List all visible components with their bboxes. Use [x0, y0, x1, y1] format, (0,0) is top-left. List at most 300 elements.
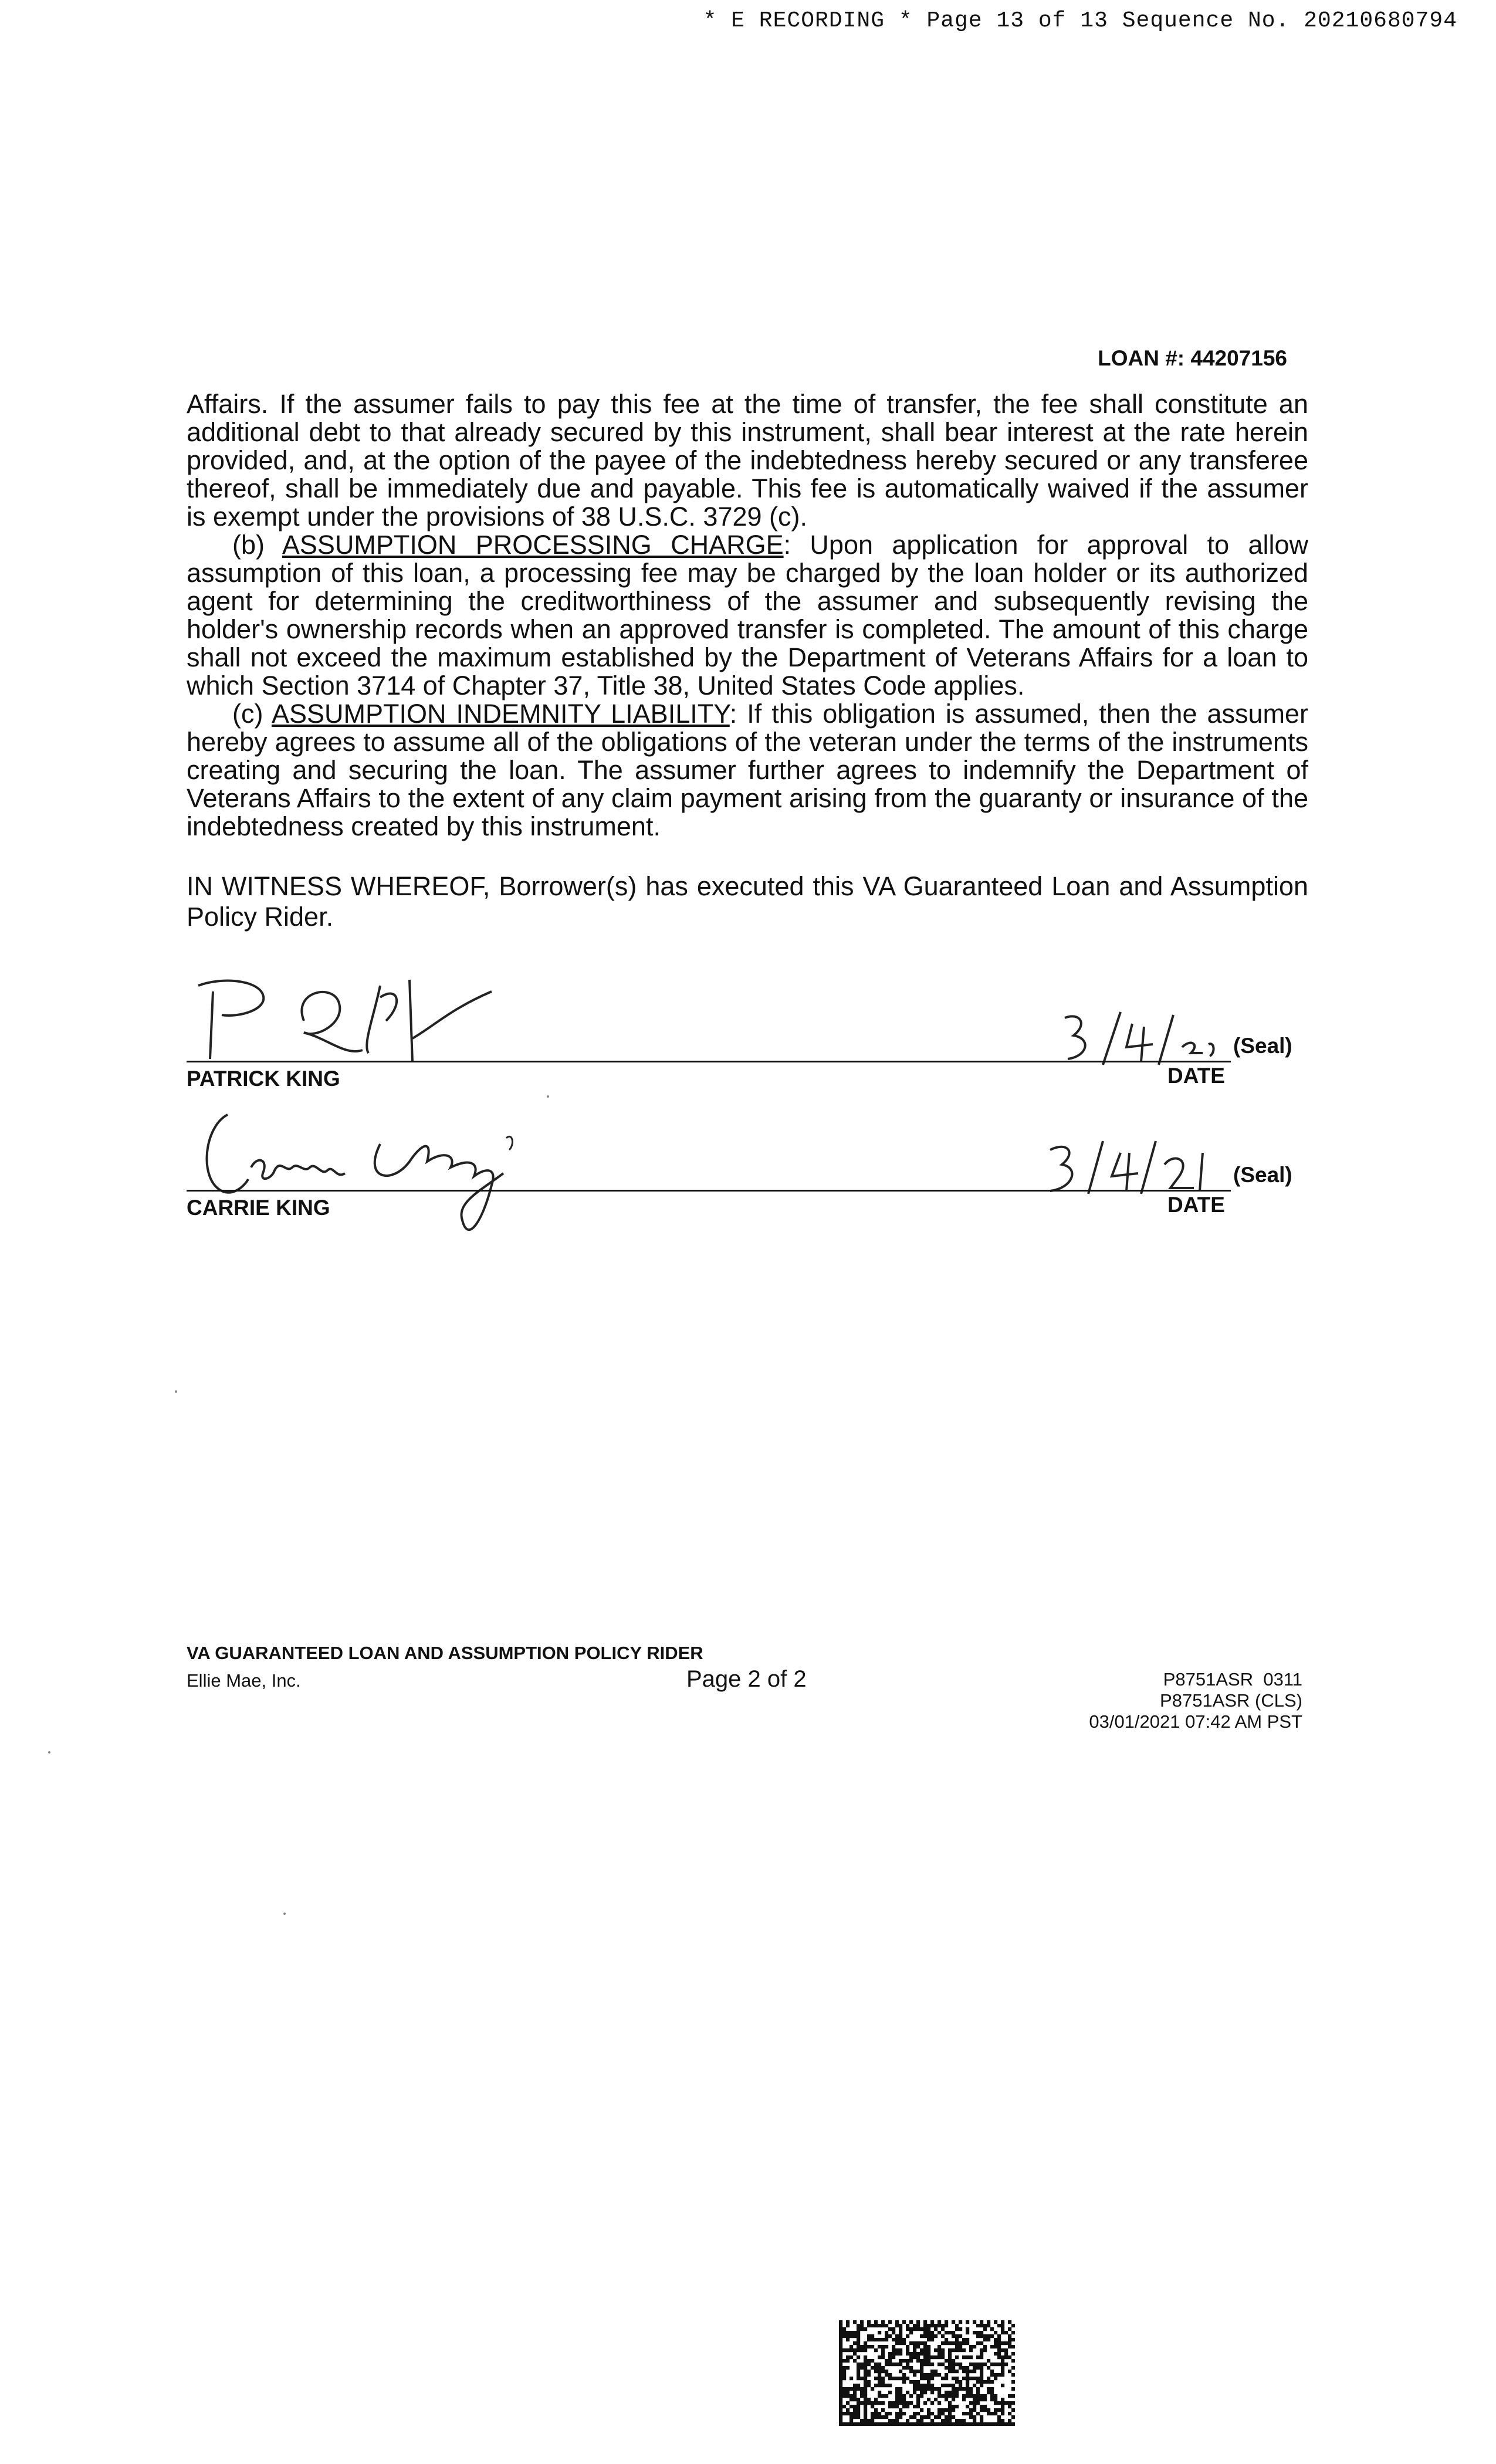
- barcode-module: [990, 2370, 994, 2373]
- scan-speck: [547, 1095, 549, 1098]
- barcode-module: [987, 2338, 990, 2341]
- barcode-module: [913, 2380, 916, 2384]
- barcode-module: [913, 2391, 916, 2394]
- barcode-module: [937, 2422, 941, 2426]
- recording-header: * E RECORDING * Page 13 of 13 Sequence No. 20210680794: [703, 8, 1457, 33]
- barcode-module: [962, 2366, 966, 2370]
- barcode-module: [997, 2352, 1001, 2355]
- barcode-module: [983, 2324, 987, 2327]
- barcode-module: [969, 2345, 973, 2348]
- barcode-module: [948, 2355, 952, 2359]
- barcode-module: [927, 2359, 930, 2363]
- barcode-module: [937, 2345, 941, 2348]
- barcode-module: [857, 2338, 860, 2341]
- barcode-module: [867, 2422, 871, 2426]
- patrick-king-date-label: DATE: [1167, 1064, 1225, 1088]
- scan-speck: [48, 1751, 50, 1754]
- barcode-module: [927, 2348, 930, 2352]
- barcode-module: [909, 2355, 913, 2359]
- barcode-module: [1001, 2384, 1004, 2387]
- barcode-module: [955, 2387, 959, 2391]
- barcode-module: [839, 2324, 842, 2327]
- barcode-module: [881, 2352, 885, 2355]
- barcode-module: [846, 2394, 849, 2398]
- barcode-module: [878, 2338, 881, 2341]
- barcode-module: [888, 2363, 892, 2366]
- barcode-module: [994, 2338, 997, 2341]
- barcode-module: [867, 2334, 871, 2338]
- barcode-module: [980, 2398, 983, 2401]
- barcode-module: [945, 2408, 948, 2412]
- barcode-module: [930, 2422, 934, 2426]
- barcode-module: [846, 2355, 849, 2359]
- barcode-module: [864, 2387, 867, 2391]
- barcode-module: [990, 2363, 994, 2366]
- barcode-module: [906, 2422, 909, 2426]
- barcode-module: [871, 2422, 874, 2426]
- barcode-module: [973, 2345, 976, 2348]
- barcode-module: [864, 2384, 867, 2387]
- barcode-module: [952, 2415, 955, 2419]
- barcode-module: [976, 2412, 980, 2415]
- barcode-module: [934, 2327, 937, 2331]
- barcode-module: [955, 2394, 959, 2398]
- form-timestamp: 03/01/2021 07:42 AM PST: [1089, 1711, 1302, 1732]
- barcode-module: [853, 2320, 857, 2324]
- barcode-module: [983, 2348, 987, 2352]
- barcode-module: [909, 2366, 913, 2370]
- barcode-module: [937, 2394, 941, 2398]
- barcode-module: [920, 2352, 923, 2355]
- barcode-module: [871, 2419, 874, 2422]
- barcode-module: [920, 2348, 923, 2352]
- barcode-module: [906, 2401, 909, 2405]
- barcode-module: [1001, 2348, 1004, 2352]
- barcode-module: [952, 2408, 955, 2412]
- barcode-module: [846, 2334, 849, 2338]
- barcode-module: [937, 2387, 941, 2391]
- barcode-module: [878, 2394, 881, 2398]
- barcode-module: [966, 2373, 969, 2377]
- barcode-module: [927, 2334, 930, 2338]
- barcode-module: [860, 2366, 864, 2370]
- barcode-module: [857, 2415, 860, 2419]
- barcode-module: [980, 2419, 983, 2422]
- barcode-module: [1011, 2408, 1015, 2412]
- form-title: VA GUARANTEED LOAN AND ASSUMPTION POLICY RIDER: [187, 1643, 703, 1663]
- barcode-module: [930, 2320, 934, 2324]
- barcode-module: [849, 2355, 853, 2359]
- barcode-module: [867, 2324, 871, 2327]
- barcode-module: [881, 2377, 885, 2380]
- barcode-module: [966, 2341, 969, 2345]
- barcode-module: [994, 2412, 997, 2415]
- barcode-module: [980, 2408, 983, 2412]
- barcode-module: [937, 2320, 941, 2324]
- barcode-module: [871, 2366, 874, 2370]
- barcode-module: [867, 2363, 871, 2366]
- barcode-module: [955, 2391, 959, 2394]
- barcode-module: [997, 2419, 1001, 2422]
- barcode-module: [948, 2422, 952, 2426]
- page-indicator: Page 2 of 2: [686, 1666, 807, 1692]
- barcode-module: [920, 2370, 923, 2373]
- barcode-module: [952, 2341, 955, 2345]
- barcode-module: [849, 2334, 853, 2338]
- barcode-module: [1011, 2345, 1015, 2348]
- barcode-module: [994, 2352, 997, 2355]
- barcode-module: [864, 2419, 867, 2422]
- scan-speck: [283, 1913, 286, 1915]
- barcode-module: [959, 2320, 962, 2324]
- barcode-module: [955, 2341, 959, 2345]
- barcode-module: [1011, 2338, 1015, 2341]
- barcode-module: [885, 2334, 888, 2338]
- barcode-module: [871, 2412, 874, 2415]
- barcode-module: [892, 2405, 895, 2408]
- barcode-module: [987, 2320, 990, 2324]
- barcode-module: [849, 2348, 853, 2352]
- barcode-module: [948, 2348, 952, 2352]
- barcode-module: [923, 2401, 927, 2405]
- barcode-module: [973, 2363, 976, 2366]
- barcode-module: [937, 2324, 941, 2327]
- barcode-module: [853, 2359, 857, 2363]
- barcode-module: [846, 2391, 849, 2394]
- barcode-module: [885, 2394, 888, 2398]
- barcode-module: [906, 2348, 909, 2352]
- barcode-module: [980, 2352, 983, 2355]
- barcode-module: [980, 2380, 983, 2384]
- barcode-module: [994, 2377, 997, 2380]
- barcode-module: [916, 2341, 920, 2345]
- barcode-module: [955, 2355, 959, 2359]
- barcode-module: [994, 2345, 997, 2348]
- barcode-module: [857, 2401, 860, 2405]
- barcode-module: [839, 2384, 842, 2387]
- barcode-module: [948, 2366, 952, 2370]
- barcode-module: [892, 2345, 895, 2348]
- barcode-module: [948, 2331, 952, 2334]
- barcode-module: [980, 2422, 983, 2426]
- barcode-module: [849, 2394, 853, 2398]
- barcode-module: [976, 2334, 980, 2338]
- barcode-module: [860, 2387, 864, 2391]
- barcode-module: [846, 2331, 849, 2334]
- barcode-module: [973, 2370, 976, 2373]
- barcode-module: [1008, 2405, 1011, 2408]
- barcode-module: [1001, 2324, 1004, 2327]
- barcode-module: [980, 2377, 983, 2380]
- barcode-module: [864, 2348, 867, 2352]
- barcode-module: [899, 2352, 902, 2355]
- barcode-module: [1001, 2363, 1004, 2366]
- barcode-module: [966, 2331, 969, 2334]
- barcode-module: [913, 2384, 916, 2387]
- barcode-module: [920, 2366, 923, 2370]
- barcode-module: [895, 2320, 899, 2324]
- rider-body: [187, 390, 1308, 841]
- barcode-module: [997, 2338, 1001, 2341]
- barcode-module: [842, 2412, 846, 2415]
- barcode-module: [945, 2377, 948, 2380]
- barcode-module: [1011, 2401, 1015, 2405]
- barcode-module: [902, 2341, 906, 2345]
- barcode-module: [990, 2334, 994, 2338]
- barcode-module: [895, 2412, 899, 2415]
- barcode-module: [839, 2408, 842, 2412]
- barcode-module: [945, 2338, 948, 2341]
- barcode-module: [846, 2320, 849, 2324]
- barcode-module: [842, 2370, 846, 2373]
- barcode-module: [969, 2355, 973, 2359]
- barcode-module: [980, 2320, 983, 2324]
- barcode-module: [895, 2398, 899, 2401]
- barcode-module: [860, 2391, 864, 2394]
- barcode-module: [874, 2348, 878, 2352]
- barcode-module: [906, 2334, 909, 2338]
- barcode-module: [976, 2394, 980, 2398]
- barcode-module: [983, 2327, 987, 2331]
- barcode-module: [853, 2415, 857, 2419]
- barcode-module: [1008, 2338, 1011, 2341]
- barcode-module: [874, 2338, 878, 2341]
- barcode-module: [906, 2359, 909, 2363]
- barcode-module: [934, 2334, 937, 2338]
- barcode-module: [888, 2320, 892, 2324]
- barcode-module: [1008, 2394, 1011, 2398]
- barcode-module: [846, 2366, 849, 2370]
- barcode-module: [916, 2401, 920, 2405]
- barcode-module: [874, 2408, 878, 2412]
- barcode-module: [955, 2338, 959, 2341]
- barcode-module: [962, 2419, 966, 2422]
- barcode-module: [867, 2345, 871, 2348]
- barcode-module: [1011, 2422, 1015, 2426]
- barcode-module: [990, 2380, 994, 2384]
- barcode-module: [941, 2412, 945, 2415]
- barcode-module: [1001, 2412, 1004, 2415]
- barcode-module: [983, 2394, 987, 2398]
- barcode-module: [930, 2338, 934, 2341]
- paragraph-fee-continuation: Affairs. If the assumer fails to pay this fee at the time of transfer, the fee shall constitute an additional debt to that already secured by this instrument, shall bear interest at the rate herein provided, and, at the option of the payee of the indebtedness hereby secured or any transferee thereof, shall be immediately due and payable. This fee is automatically waived if the assumer is exempt under the provisions of 38 U.S.C. 3729 (c).: [187, 389, 1308, 532]
- processing-charge-heading: ASSUMPTION PROCESSING CHARGE: [282, 530, 784, 560]
- barcode-module: [895, 2324, 899, 2327]
- barcode-module: [994, 2373, 997, 2377]
- barcode-module: [874, 2422, 878, 2426]
- barcode-module: [973, 2408, 976, 2412]
- barcode-module: [849, 2387, 853, 2391]
- barcode-module: [895, 2338, 899, 2341]
- barcode-module: [948, 2370, 952, 2373]
- barcode-module: [860, 2363, 864, 2366]
- barcode-module: [980, 2366, 983, 2370]
- barcode-module: [969, 2422, 973, 2426]
- barcode-module: [881, 2338, 885, 2341]
- barcode-module: [1008, 2327, 1011, 2331]
- barcode-module: [927, 2408, 930, 2412]
- barcode-module: [952, 2394, 955, 2398]
- barcode-module: [853, 2412, 857, 2415]
- barcode-module: [913, 2345, 916, 2348]
- barcode-module: [871, 2415, 874, 2419]
- barcode-module: [945, 2373, 948, 2377]
- barcode-module: [973, 2419, 976, 2422]
- barcode-module: [990, 2391, 994, 2394]
- barcode-module: [867, 2320, 871, 2324]
- barcode-module: [920, 2327, 923, 2331]
- barcode-module: [930, 2334, 934, 2338]
- barcode-module: [860, 2401, 864, 2405]
- barcode-module: [842, 2366, 846, 2370]
- barcode-module: [853, 2334, 857, 2338]
- barcode-module: [895, 2422, 899, 2426]
- barcode-module: [994, 2331, 997, 2334]
- barcode-module: [994, 2363, 997, 2366]
- barcode-module: [983, 2338, 987, 2341]
- barcode-module: [1001, 2331, 1004, 2334]
- barcode-module: [930, 2377, 934, 2380]
- barcode-module: [888, 2401, 892, 2405]
- barcode-module: [923, 2324, 927, 2327]
- barcode-module: [983, 2334, 987, 2338]
- barcode-module: [892, 2355, 895, 2359]
- barcode-module: [1008, 2320, 1011, 2324]
- barcode-module: [857, 2405, 860, 2408]
- processing-charge-text: : Upon application for approval to allow assumption of this loan, a processing fee may be charged by the loan holder or its authorized agent for determining the creditworthiness of the assumer and subsequently revising the holder's ownership records when an approved transfer is completed. The amount of this charge shall not exceed the maximum established by the Department of Veterans Affairs for a loan to which Section 3714 of Chapter 37, Title 38, United States Code applies.: [187, 530, 1308, 700]
- barcode-module: [980, 2331, 983, 2334]
- barcode-module: [878, 2412, 881, 2415]
- barcode-module: [930, 2331, 934, 2334]
- barcode-module: [1001, 2408, 1004, 2412]
- barcode-module: [892, 2377, 895, 2380]
- barcode-module: [842, 2391, 846, 2394]
- barcode-module: [959, 2363, 962, 2366]
- barcode-module: [1011, 2331, 1015, 2334]
- barcode-module: [952, 2348, 955, 2352]
- barcode-module: [871, 2345, 874, 2348]
- barcode-module: [959, 2384, 962, 2387]
- barcode-module: [941, 2341, 945, 2345]
- barcode-module: [849, 2415, 853, 2419]
- barcode-module: [997, 2408, 1001, 2412]
- barcode-module: [1011, 2380, 1015, 2384]
- paragraph-processing-charge: [187, 531, 1308, 700]
- barcode-module: [997, 2401, 1001, 2405]
- barcode-module: [902, 2320, 906, 2324]
- barcode-module: [885, 2412, 888, 2415]
- barcode-module: [927, 2415, 930, 2419]
- barcode-module: [948, 2352, 952, 2355]
- barcode-module: [853, 2391, 857, 2394]
- barcode-module: [976, 2398, 980, 2401]
- barcode-module: [973, 2394, 976, 2398]
- barcode-module: [990, 2394, 994, 2398]
- barcode-module: [997, 2363, 1001, 2366]
- barcode-module: [899, 2331, 902, 2334]
- barcode-module: [966, 2377, 969, 2380]
- barcode-module: [941, 2377, 945, 2380]
- barcode-module: [969, 2387, 973, 2391]
- barcode-module: [1008, 2355, 1011, 2359]
- barcode-module: [1008, 2341, 1011, 2345]
- barcode-module: [952, 2331, 955, 2334]
- paragraph-indemnity-liability: [187, 700, 1308, 841]
- barcode-module: [839, 2391, 842, 2394]
- barcode-module: [913, 2412, 916, 2415]
- barcode-module: [930, 2419, 934, 2422]
- barcode-module: [913, 2373, 916, 2377]
- barcode-module: [987, 2366, 990, 2370]
- barcode-module: [849, 2398, 853, 2401]
- barcode-module: [839, 2341, 842, 2345]
- barcode-module: [853, 2398, 857, 2401]
- barcode-module: [948, 2401, 952, 2405]
- barcode-module: [878, 2355, 881, 2359]
- barcode-module: [945, 2320, 948, 2324]
- barcode-module: [857, 2331, 860, 2334]
- barcode-module: [983, 2408, 987, 2412]
- barcode-module: [867, 2359, 871, 2363]
- barcode-module: [959, 2345, 962, 2348]
- barcode-module: [994, 2398, 997, 2401]
- barcode-module: [895, 2419, 899, 2422]
- barcode-module: [976, 2331, 980, 2334]
- barcode-module: [842, 2348, 846, 2352]
- barcode-module: [902, 2405, 906, 2408]
- barcode-module: [962, 2338, 966, 2341]
- barcode-module: [920, 2363, 923, 2366]
- barcode-module: [899, 2391, 902, 2394]
- barcode-module: [864, 2345, 867, 2348]
- barcode-module: [857, 2366, 860, 2370]
- carrie-king-signature-line: [187, 1190, 1231, 1192]
- barcode-module: [860, 2327, 864, 2331]
- barcode-module: [1004, 2422, 1008, 2426]
- barcode-module: [934, 2422, 937, 2426]
- barcode-module: [899, 2327, 902, 2331]
- barcode-module: [860, 2422, 864, 2426]
- barcode-module: [948, 2408, 952, 2412]
- barcode-module: [916, 2370, 920, 2373]
- barcode-module: [899, 2377, 902, 2380]
- barcode-module: [983, 2345, 987, 2348]
- barcode-module: [927, 2345, 930, 2348]
- barcode-module: [849, 2412, 853, 2415]
- barcode-module: [864, 2341, 867, 2345]
- barcode-module: [874, 2320, 878, 2324]
- barcode-module: [973, 2320, 976, 2324]
- barcode-module: [888, 2352, 892, 2355]
- barcode-module: [899, 2398, 902, 2401]
- barcode-module: [923, 2415, 927, 2419]
- barcode-module: [990, 2387, 994, 2391]
- barcode-module: [976, 2401, 980, 2405]
- barcode-module: [909, 2415, 913, 2419]
- barcode-module: [878, 2391, 881, 2394]
- barcode-module: [842, 2387, 846, 2391]
- barcode-module: [945, 2324, 948, 2327]
- barcode-module: [945, 2419, 948, 2422]
- barcode-module: [909, 2370, 913, 2373]
- barcode-module: [874, 2401, 878, 2405]
- barcode-module: [902, 2412, 906, 2415]
- barcode-module: [892, 2338, 895, 2341]
- barcode-module: [878, 2377, 881, 2380]
- barcode-module: [1011, 2373, 1015, 2377]
- barcode-module: [864, 2366, 867, 2370]
- barcode-module: [966, 2366, 969, 2370]
